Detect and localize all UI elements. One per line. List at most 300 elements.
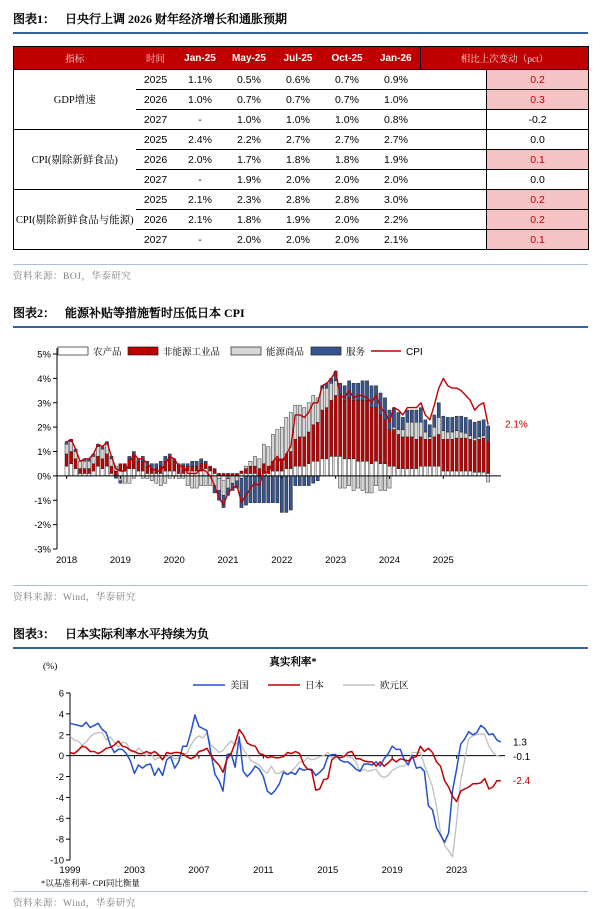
bar-segment bbox=[231, 476, 234, 483]
bar-segment bbox=[330, 400, 333, 456]
bar-segment bbox=[325, 408, 328, 459]
value-cell: 1.0% bbox=[225, 110, 274, 130]
change-cell: 0.0 bbox=[487, 170, 589, 190]
bar-segment bbox=[191, 461, 194, 466]
bar-segment bbox=[442, 471, 445, 476]
y-tick-label: 2 bbox=[58, 730, 64, 742]
bar-segment bbox=[74, 469, 77, 476]
bar-segment bbox=[424, 466, 427, 476]
bar-segment bbox=[433, 427, 436, 437]
figure3-heading bbox=[13, 621, 588, 649]
bar-segment bbox=[473, 438, 476, 440]
x-tick-label: 2007 bbox=[188, 865, 210, 877]
bar-segment bbox=[410, 437, 413, 469]
bar-segment bbox=[401, 437, 404, 469]
y-tick-label: 1% bbox=[37, 447, 51, 458]
bar-segment bbox=[87, 461, 90, 468]
bar-segment bbox=[442, 431, 445, 440]
bar-segment bbox=[478, 439, 481, 472]
value-cell: 2.1% bbox=[176, 190, 225, 210]
bar-segment bbox=[132, 456, 135, 468]
bar-segment bbox=[249, 466, 252, 473]
bar-segment bbox=[316, 422, 319, 461]
year-cell: 2026 bbox=[136, 210, 176, 230]
cpi-contribution-chart bbox=[13, 332, 588, 575]
bar-segment bbox=[325, 459, 328, 476]
bar-segment bbox=[415, 410, 418, 422]
bar-segment bbox=[105, 454, 108, 466]
bar-segment bbox=[303, 466, 306, 476]
spacer-cell bbox=[421, 90, 487, 110]
bar-segment bbox=[298, 476, 301, 486]
bar-segment bbox=[469, 471, 472, 476]
series-end-label: -0.1 bbox=[513, 752, 531, 764]
x-tick-label: 2023 bbox=[446, 865, 468, 877]
change-cell: 0.1 bbox=[487, 230, 589, 250]
legend-label: 服务 bbox=[346, 348, 366, 358]
bar-segment bbox=[460, 416, 463, 432]
y-tick-label: 2% bbox=[37, 422, 51, 434]
bar-segment bbox=[101, 459, 104, 469]
bar-segment bbox=[213, 469, 216, 474]
bar-segment bbox=[312, 395, 315, 424]
bar-segment bbox=[289, 476, 292, 510]
bar-segment bbox=[419, 408, 422, 423]
value-cell: 2.7% bbox=[323, 130, 372, 150]
bar-segment bbox=[383, 464, 386, 476]
value-cell: 2.1% bbox=[176, 210, 225, 230]
bar-segment bbox=[204, 464, 207, 469]
bar-segment bbox=[348, 381, 351, 398]
y-tick-label: -8 bbox=[55, 834, 64, 846]
bar-segment bbox=[388, 430, 391, 467]
bar-segment bbox=[424, 439, 427, 466]
bar-segment bbox=[365, 461, 368, 476]
spacer-cell bbox=[421, 130, 487, 150]
y-tick-label: 5% bbox=[37, 349, 51, 361]
bar-segment bbox=[446, 439, 449, 471]
indicator-cell: GDP增速 bbox=[14, 70, 136, 130]
legend-swatch bbox=[128, 347, 158, 355]
bar-segment bbox=[307, 464, 310, 476]
bar-segment bbox=[280, 476, 283, 513]
bar-segment bbox=[379, 476, 382, 491]
bar-segment bbox=[455, 431, 458, 438]
y-tick-label: 0 bbox=[58, 751, 64, 763]
bar-segment bbox=[307, 476, 310, 486]
series-end-label: -2.4 bbox=[513, 776, 531, 788]
value-cell: 1.0% bbox=[372, 90, 421, 110]
table-row bbox=[14, 130, 589, 150]
bar-segment bbox=[330, 456, 333, 476]
bar-segment bbox=[195, 461, 198, 466]
bar-segment bbox=[65, 442, 68, 444]
bar-segment bbox=[271, 434, 274, 461]
bar-segment bbox=[374, 461, 377, 476]
x-tick-label: 2018 bbox=[56, 555, 78, 566]
bar-segment bbox=[352, 476, 355, 491]
bar-segment bbox=[173, 471, 176, 476]
bar-segment bbox=[137, 461, 140, 471]
table-row bbox=[14, 70, 589, 90]
value-cell: 1.0% bbox=[176, 90, 225, 110]
bar-segment bbox=[415, 469, 418, 476]
cpi-end-label: 2.1% bbox=[505, 419, 528, 431]
bar-segment bbox=[155, 476, 158, 483]
year-cell: 2027 bbox=[136, 230, 176, 250]
bar-segment bbox=[415, 439, 418, 468]
bar-segment bbox=[352, 459, 355, 476]
figure3-heading-title: 日本实际利率水平持续为负 bbox=[65, 627, 210, 641]
x-tick-label: 2015 bbox=[317, 865, 339, 877]
bar-segment bbox=[473, 441, 476, 473]
bar-segment bbox=[276, 476, 279, 503]
bar-segment bbox=[87, 469, 90, 474]
value-cell: 2.7% bbox=[274, 130, 323, 150]
change-cell: 0.2 bbox=[487, 210, 589, 230]
bar-segment bbox=[150, 476, 153, 481]
y-tick-label: 4% bbox=[37, 373, 51, 385]
value-cell: 2.0% bbox=[323, 230, 372, 250]
bar-segment bbox=[244, 469, 247, 474]
bar-segment bbox=[437, 466, 440, 476]
figure2-heading-title: 能源补贴等措施暂时压低日本 CPI bbox=[65, 306, 245, 320]
bar-segment bbox=[101, 469, 104, 476]
bar-segment bbox=[410, 469, 413, 476]
bar-segment bbox=[110, 466, 113, 473]
bar-segment bbox=[356, 400, 359, 461]
bar-segment bbox=[105, 466, 108, 476]
change-cell: 0.1 bbox=[487, 150, 589, 170]
bar-segment bbox=[424, 420, 427, 432]
bar-segment bbox=[119, 481, 122, 483]
bar-segment bbox=[285, 476, 288, 513]
bar-segment bbox=[276, 459, 279, 471]
bar-segment bbox=[455, 438, 458, 471]
spacer-cell bbox=[421, 70, 487, 90]
bar-segment bbox=[433, 466, 436, 476]
bar-segment bbox=[253, 476, 256, 503]
bar-segment bbox=[128, 469, 131, 476]
legend-label: 欧元区 bbox=[380, 681, 409, 692]
bar-segment bbox=[379, 415, 382, 464]
bar-segment bbox=[356, 383, 359, 400]
bar-segment bbox=[392, 466, 395, 476]
bar-segment bbox=[204, 461, 207, 463]
value-cell: 0.7% bbox=[323, 70, 372, 90]
bar-segment bbox=[312, 461, 315, 476]
bar-segment bbox=[195, 476, 198, 488]
bar-segment bbox=[410, 422, 413, 437]
value-cell: 2.2% bbox=[225, 130, 274, 150]
x-tick-label: 2011 bbox=[253, 865, 274, 877]
bar-segment bbox=[253, 456, 256, 466]
bar-segment bbox=[303, 437, 306, 466]
bar-segment bbox=[141, 461, 144, 471]
bar-segment bbox=[397, 434, 400, 468]
year-cell: 2027 bbox=[136, 170, 176, 190]
bar-segment bbox=[352, 400, 355, 459]
value-cell: 2.0% bbox=[323, 170, 372, 190]
bar-segment bbox=[65, 466, 68, 476]
bar-segment bbox=[343, 476, 346, 488]
header-cell: 时间 bbox=[136, 47, 176, 70]
series-end-label: 1.3 bbox=[513, 737, 527, 749]
bar-segment bbox=[74, 459, 77, 469]
bar-segment bbox=[356, 461, 359, 476]
year-cell: 2027 bbox=[136, 110, 176, 130]
figure1-source: 资料来源：BOJ，华泰研究 bbox=[13, 264, 588, 282]
value-cell: 1.7% bbox=[225, 150, 274, 170]
spacer-cell bbox=[421, 150, 487, 170]
bar-segment bbox=[168, 459, 171, 471]
bar-segment bbox=[146, 466, 149, 473]
value-cell: - bbox=[176, 110, 225, 130]
boj-forecast-table bbox=[13, 46, 589, 250]
bar-segment bbox=[361, 461, 364, 476]
bar-segment bbox=[339, 456, 342, 476]
header-cell: May-25 bbox=[225, 47, 274, 70]
bar-segment bbox=[339, 395, 342, 456]
y-tick-label: 0% bbox=[37, 471, 51, 483]
legend-label: 日本 bbox=[305, 681, 325, 692]
bar-segment bbox=[186, 476, 189, 486]
bar-segment bbox=[78, 469, 81, 474]
bar-segment bbox=[200, 471, 203, 476]
x-tick-label: 2024 bbox=[378, 555, 401, 566]
bar-segment bbox=[316, 476, 319, 481]
legend-label: 农产品 bbox=[93, 348, 122, 358]
bar-segment bbox=[276, 471, 279, 476]
x-tick-label: 2019 bbox=[109, 555, 131, 566]
bar-segment bbox=[128, 476, 131, 483]
bar-segment bbox=[361, 400, 364, 461]
bar-segment bbox=[65, 444, 68, 454]
header-cell: 相比上次变动（pct） bbox=[421, 47, 589, 70]
bar-segment bbox=[307, 403, 310, 432]
bar-segment bbox=[437, 434, 440, 466]
bar-segment bbox=[208, 466, 211, 471]
header-cell: Jul-25 bbox=[274, 47, 323, 70]
figure2-heading bbox=[13, 300, 588, 328]
y-tick-label: -10 bbox=[50, 855, 64, 867]
value-cell: 1.8% bbox=[274, 150, 323, 170]
change-cell: -0.2 bbox=[487, 110, 589, 130]
bar-segment bbox=[451, 439, 454, 471]
bar-segment bbox=[168, 471, 171, 476]
bar-segment bbox=[433, 437, 436, 466]
bar-segment bbox=[92, 471, 95, 476]
bar-segment bbox=[428, 466, 431, 476]
bar-segment bbox=[482, 438, 485, 472]
value-cell: 0.7% bbox=[225, 90, 274, 110]
bar-segment bbox=[455, 416, 458, 431]
bar-segment bbox=[316, 461, 319, 476]
bar-segment bbox=[123, 476, 126, 483]
bar-segment bbox=[249, 461, 252, 466]
x-tick-label: 2020 bbox=[163, 555, 185, 566]
change-cell: 0.3 bbox=[487, 90, 589, 110]
bar-segment bbox=[473, 472, 476, 476]
bar-segment bbox=[325, 388, 328, 408]
bar-segment bbox=[415, 422, 418, 439]
bar-segment bbox=[365, 476, 368, 493]
bar-segment bbox=[419, 466, 422, 476]
bar-segment bbox=[200, 476, 203, 486]
header-cell: Jan-25 bbox=[176, 47, 225, 70]
bar-segment bbox=[195, 466, 198, 471]
header-cell: Jan-26 bbox=[372, 47, 421, 70]
y-tick-label: 6 bbox=[58, 688, 64, 700]
indicator-cell: CPI(剔除新鲜食品) bbox=[14, 130, 136, 190]
bar-segment bbox=[487, 426, 490, 442]
bar-segment bbox=[451, 432, 454, 439]
value-cell: - bbox=[176, 230, 225, 250]
figure3-source: 资料来源：Wind，华泰研究 bbox=[13, 891, 588, 909]
bar-segment bbox=[455, 471, 458, 476]
year-cell: 2025 bbox=[136, 190, 176, 210]
bar-segment bbox=[240, 471, 243, 473]
bar-segment bbox=[370, 464, 373, 476]
bar-segment bbox=[294, 476, 297, 486]
value-cell: 1.0% bbox=[323, 110, 372, 130]
bar-segment bbox=[451, 471, 454, 476]
bar-segment bbox=[321, 459, 324, 476]
bar-segment bbox=[401, 430, 404, 437]
bar-segment bbox=[321, 410, 324, 459]
bar-segment bbox=[446, 417, 449, 432]
legend-label: 能源商品 bbox=[266, 348, 305, 358]
bar-segment bbox=[374, 476, 377, 486]
spacer-cell bbox=[421, 110, 487, 130]
bar-segment bbox=[437, 417, 440, 434]
value-cell: 2.8% bbox=[323, 190, 372, 210]
bar-segment bbox=[155, 464, 158, 469]
x-tick-label: 2021 bbox=[217, 555, 239, 566]
bar-segment bbox=[370, 408, 373, 464]
bar-segment bbox=[164, 476, 167, 483]
bar-segment bbox=[128, 456, 131, 458]
bar-segment bbox=[222, 476, 225, 481]
bar-segment bbox=[298, 466, 301, 476]
bar-segment bbox=[356, 476, 359, 488]
bar-segment bbox=[379, 464, 382, 476]
bar-segment bbox=[276, 430, 279, 459]
value-cell: 2.4% bbox=[176, 130, 225, 150]
bar-segment bbox=[339, 476, 342, 488]
bar-segment bbox=[478, 437, 481, 439]
value-cell: 0.6% bbox=[274, 70, 323, 90]
spacer-cell bbox=[421, 190, 487, 210]
chart-footnote: *以基准利率- CPI同比衡量 bbox=[41, 878, 140, 888]
bar-segment bbox=[164, 471, 167, 476]
y-axis-unit-label: (%) bbox=[43, 662, 58, 672]
indicator-cell: CPI(剔除新鲜食品与能源) bbox=[14, 190, 136, 250]
header-cell: Oct-25 bbox=[323, 47, 372, 70]
bar-segment bbox=[69, 452, 72, 464]
bar-segment bbox=[397, 469, 400, 476]
bar-segment bbox=[226, 478, 229, 488]
bar-segment bbox=[482, 436, 485, 438]
bar-segment bbox=[361, 381, 364, 401]
bar-segment bbox=[280, 471, 283, 476]
bar-segment bbox=[83, 461, 86, 468]
bar-segment bbox=[406, 410, 409, 422]
bar-segment bbox=[365, 400, 368, 461]
bar-segment bbox=[307, 432, 310, 464]
bar-segment bbox=[262, 444, 265, 464]
bar-segment bbox=[487, 476, 490, 482]
bar-segment bbox=[424, 432, 427, 439]
bar-segment bbox=[469, 439, 472, 471]
bar-segment bbox=[123, 471, 126, 476]
table-row bbox=[14, 190, 589, 210]
value-cell: 2.8% bbox=[274, 190, 323, 210]
bar-segment bbox=[460, 432, 463, 438]
bar-segment bbox=[437, 403, 440, 418]
bar-segment bbox=[294, 439, 297, 466]
y-tick-label: -3% bbox=[34, 544, 51, 556]
value-cell: 1.1% bbox=[176, 70, 225, 90]
bar-segment bbox=[383, 420, 386, 464]
bar-segment bbox=[473, 422, 476, 438]
bar-segment bbox=[343, 400, 346, 459]
bar-segment bbox=[159, 476, 162, 486]
bar-segment bbox=[392, 430, 395, 467]
bar-segment bbox=[388, 466, 391, 476]
bar-segment bbox=[191, 476, 194, 488]
value-cell: 2.0% bbox=[372, 170, 421, 190]
figure1-heading-label: 图表1： bbox=[13, 12, 56, 26]
bar-segment bbox=[298, 437, 301, 466]
bar-segment bbox=[478, 421, 481, 437]
value-cell: 0.5% bbox=[225, 70, 274, 90]
bar-segment bbox=[200, 459, 203, 464]
value-cell: 2.7% bbox=[372, 130, 421, 150]
value-cell: 2.0% bbox=[225, 230, 274, 250]
change-cell: 0.2 bbox=[487, 190, 589, 210]
value-cell: 0.7% bbox=[274, 90, 323, 110]
value-cell: 2.3% bbox=[225, 190, 274, 210]
bar-segment bbox=[392, 427, 395, 429]
year-cell: 2025 bbox=[136, 70, 176, 90]
bar-segment bbox=[119, 471, 122, 476]
bar-segment bbox=[370, 476, 373, 493]
y-tick-label: -6 bbox=[55, 813, 64, 825]
x-tick-label: 2023 bbox=[325, 555, 347, 566]
legend-label: 非能源工业品 bbox=[163, 348, 221, 358]
bar-segment bbox=[442, 416, 445, 431]
bar-segment bbox=[267, 476, 270, 503]
value-cell: 1.8% bbox=[323, 150, 372, 170]
x-tick-label: 2022 bbox=[271, 555, 293, 566]
bar-segment bbox=[410, 410, 413, 422]
bar-segment bbox=[334, 381, 337, 396]
series-line-1 bbox=[70, 730, 501, 802]
bar-segment bbox=[141, 471, 144, 476]
bar-segment bbox=[303, 476, 306, 486]
bar-segment bbox=[177, 466, 180, 473]
bar-segment bbox=[271, 471, 274, 476]
bar-segment bbox=[312, 476, 315, 483]
table-header-row bbox=[14, 47, 589, 70]
bar-segment bbox=[217, 478, 220, 490]
y-tick-label: -4 bbox=[55, 792, 64, 804]
value-cell: 3.0% bbox=[372, 190, 421, 210]
bar-segment bbox=[406, 422, 409, 437]
value-cell: 2.0% bbox=[274, 170, 323, 190]
real-interest-rate-chart bbox=[13, 651, 588, 889]
